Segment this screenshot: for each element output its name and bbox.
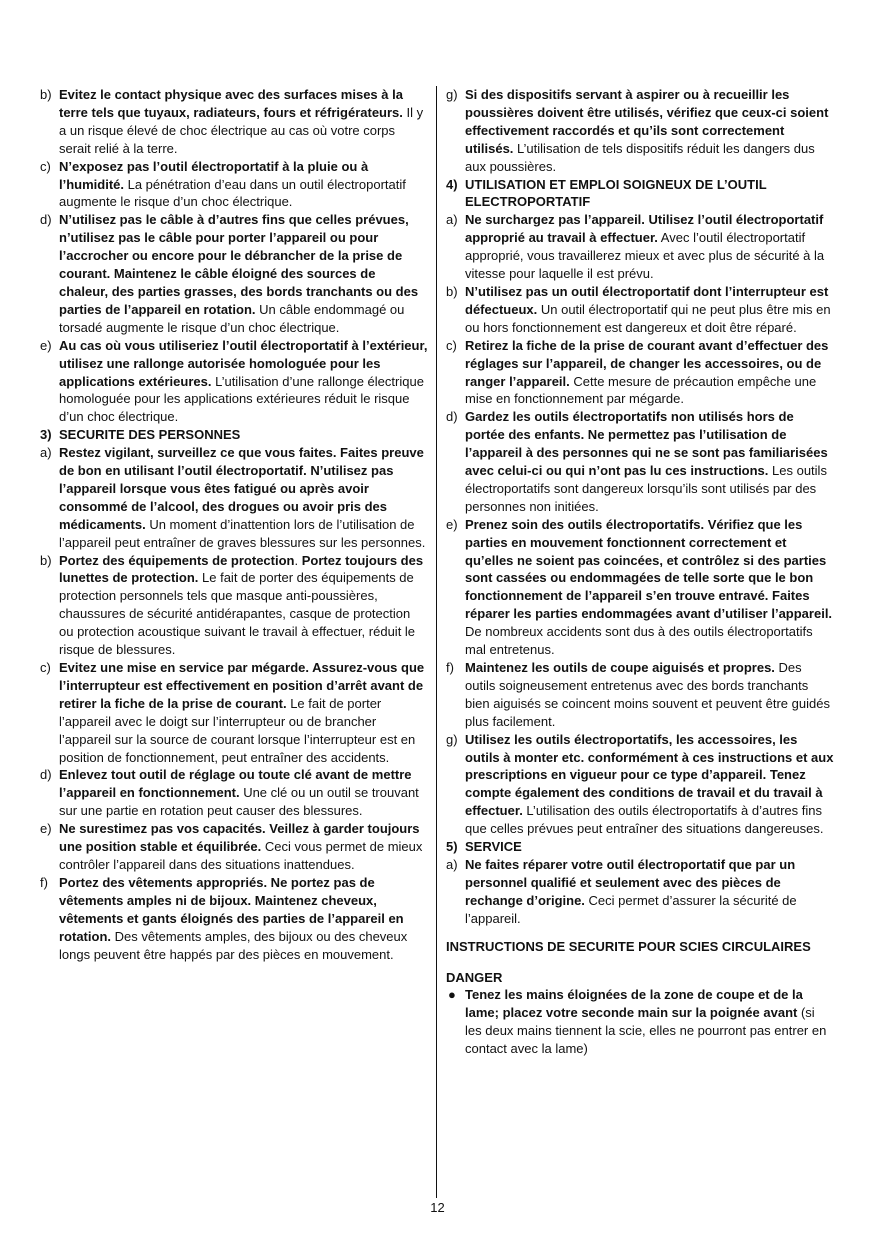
- list-item: c) Evitez une mise en service par mégarde. Assurez-vous que l’interrupteur est effectivement en position d’arrêt avant de retirer la fiche de la prise de courant. Le fait de porter l’appareil avec le doigt sur l’interrupteur ou de brancher l’appareil sur la source de courant lorsque l’interrupteur est en position de fonctionnement, peut entraîner des accidents.: [40, 660, 425, 765]
- bullet-item: ● Tenez les mains éloignées de la zone de coupe et de la lame; placez votre seconde main sur la poignée avant (si les deux mains tiennent la scie, elles ne pourront pas entrer en contact avec la lame): [448, 987, 827, 1057]
- section-heading-4: 4) UTILISATION ET EMPLOI SOIGNEUX DE L’OUTIL ELECTROPORTATIF: [446, 176, 767, 210]
- right-column: [446, 86, 834, 1058]
- list-item: b) N’utilisez pas un outil électroportatif dont l’interrupteur est défectueux. Un outil électroportatif qui ne peut plus être mis en ou hors fonctionnement est dangereux et doit être réparé.: [446, 283, 831, 335]
- list-item: g) Si des dispositifs servant à aspirer ou à recueillir les poussières doivent être utilisés, vérifiez que ceux-ci soient effectivement raccordés et qu’ils sont correctement utilisés. L’utilisation de tels dispositifs réduit les dangers dus aux poussières.: [446, 87, 829, 174]
- list-item: c) Retirez la fiche de la prise de courant avant d’effectuer des réglages sur l’appareil, de changer les accessoires, ou de ranger l’appareil. Cette mesure de précaution empêche une mise en fonctionnement par mégarde.: [446, 337, 829, 407]
- list-item: b) Evitez le contact physique avec des surfaces mises à la terre tels que tuyaux, radiateurs, fours et réfrigérateurs. Il y a un risque élevé de choc électrique au cas où votre corps serait relié à la terre.: [40, 87, 424, 156]
- list-item: e) Prenez soin des outils électroportatifs. Vérifiez que les parties en mouvement fonctionnent correctement et qu’elles ne soient pas coincées, et contrôlez si des parties sont cassées ou endommagées de telle sorte que le bon fonctionnement de l’appareil s’en trouve entravé. Faites réparer les parties endommagées avant d’utiliser l’appareil. De nombreux accidents sont dus à des outils électroportatifs mal entretenus.: [446, 516, 833, 658]
- list-item: d) Enlevez tout outil de réglage ou toute clé avant de mettre l’appareil en fonctionnement. Une clé ou un outil se trouvant sur une partie en rotation peut causer des blessures.: [40, 767, 419, 819]
- list-item: e) Au cas où vous utiliseriez l’outil électroportatif à l’extérieur, utilisez une rallonge autorisée homologuée pour les applications extérieures. L’utilisation d’une rallonge électrique homologuée pour les applications extérieures réduit le risque d’un choc électrique.: [40, 337, 428, 425]
- danger-heading: DANGER: [446, 969, 503, 985]
- section-heading-5: 5) SERVICE: [446, 839, 522, 855]
- column-divider: [436, 86, 437, 1198]
- list-item: d) Gardez les outils électroportatifs non utilisés hors de portée des enfants. Ne permettez pas l’utilisation de l’appareil à des personnes qui ne se sont pas familiarisées avec celui-ci ou qui n’ont pas lu ces instructions. Les outils électroportatifs sont dangereux lorsqu’ils sont utilisés par des personnes non initiées.: [446, 409, 828, 514]
- list-item: f) Maintenez les outils de coupe aiguisés et propres. Des outils soigneusement entretenus avec des bords tranchants bien aiguisés se coincent moins souvent et peuvent être guidés plus facilement.: [446, 660, 830, 729]
- bullet-icon: ●: [448, 987, 456, 1003]
- left-column: [40, 86, 428, 963]
- section-heading-3: 3) SECURITE DES PERSONNES: [40, 427, 241, 443]
- page-number: 12: [430, 1200, 445, 1215]
- list-item: a) Ne surchargez pas l’appareil. Utilisez l’outil électroportatif approprié au travail à effectuer. Avec l’outil électroportatif approprié, vous travaillerez mieux et avec plus de sécurité à la vitesse pour laquelle il est prévu.: [446, 212, 825, 282]
- list-item: g) Utilisez les outils électroportatifs, les accessoires, les outils à monter etc. conformément à ces instructions et aux prescriptions en vigueur pour ce type d’appareil. Tenez compte également des conditions de travail et du travail à effectuer. L’utilisation des outils électroportatifs à d’autres fins que celles prévues peut entraîner des situations dangereuses.: [446, 731, 834, 837]
- instructions-heading: INSTRUCTIONS DE SECURITE POUR SCIES CIRCULAIRES: [446, 938, 811, 954]
- list-item: a) Ne faites réparer votre outil électroportatif que par un personnel qualifié et seulement avec des pièces de rechange d’origine. Ceci permet d’assurer la sécurité de l’appareil.: [446, 856, 797, 926]
- list-item: d) N’utilisez pas le câble à d’autres fins que celles prévues, n’utilisez pas le câble pour porter l’appareil ou pour l’accrocher ou encore pour le débrancher de la prise de courant. Maintenez le câble éloigné des sources de chaleur, des parties grasses, des bords tranchants ou des parties de l’appareil en rotation. Un câble endommagé ou torsadé augmente le risque d’un choc électrique.: [40, 212, 419, 335]
- list-item: b) Portez des équipements de protection. Portez toujours des lunettes de protection. Le fait de porter des équipements de protection personnels tels que masque anti-poussières, chaussures de sécurité antidérapantes, casque de protection ou protection acoustique suivant le travail à effectuer, réduit le risque de blessures.: [40, 552, 424, 658]
- list-item: f) Portez des vêtements appropriés. Ne portez pas de vêtements amples ni de bijoux. Maintenez cheveux, vêtements et gants éloignés des parties de l’appareil en rotation. Des vêtements amples, des bijoux ou des cheveux longs peuvent être happés par des pièces en mouvement.: [40, 874, 408, 962]
- list-item: c) N’exposez pas l’outil électroportatif à la pluie ou à l’humidité. La pénétration d’eau dans un outil électroportatif augmente le risque d’un choc électrique.: [40, 158, 406, 210]
- list-item: e) Ne surestimez pas vos capacités. Veillez à garder toujours une position stable et équilibrée. Ceci vous permet de mieux contrôler l’appareil dans des situations inattendues.: [40, 821, 423, 872]
- list-item: a) Restez vigilant, surveillez ce que vous faites. Faites preuve de bon en utilisant l’outil électroportatif. N’utilisez pas l’appareil lorsque vous êtes fatigué ou après avoir consommé de l’alcool, des drogues ou avoir pris des médicaments. Un moment d’inattention lors de l’utilisation de l’appareil peut entraîner de graves blessures sur les personnes.: [40, 445, 426, 550]
